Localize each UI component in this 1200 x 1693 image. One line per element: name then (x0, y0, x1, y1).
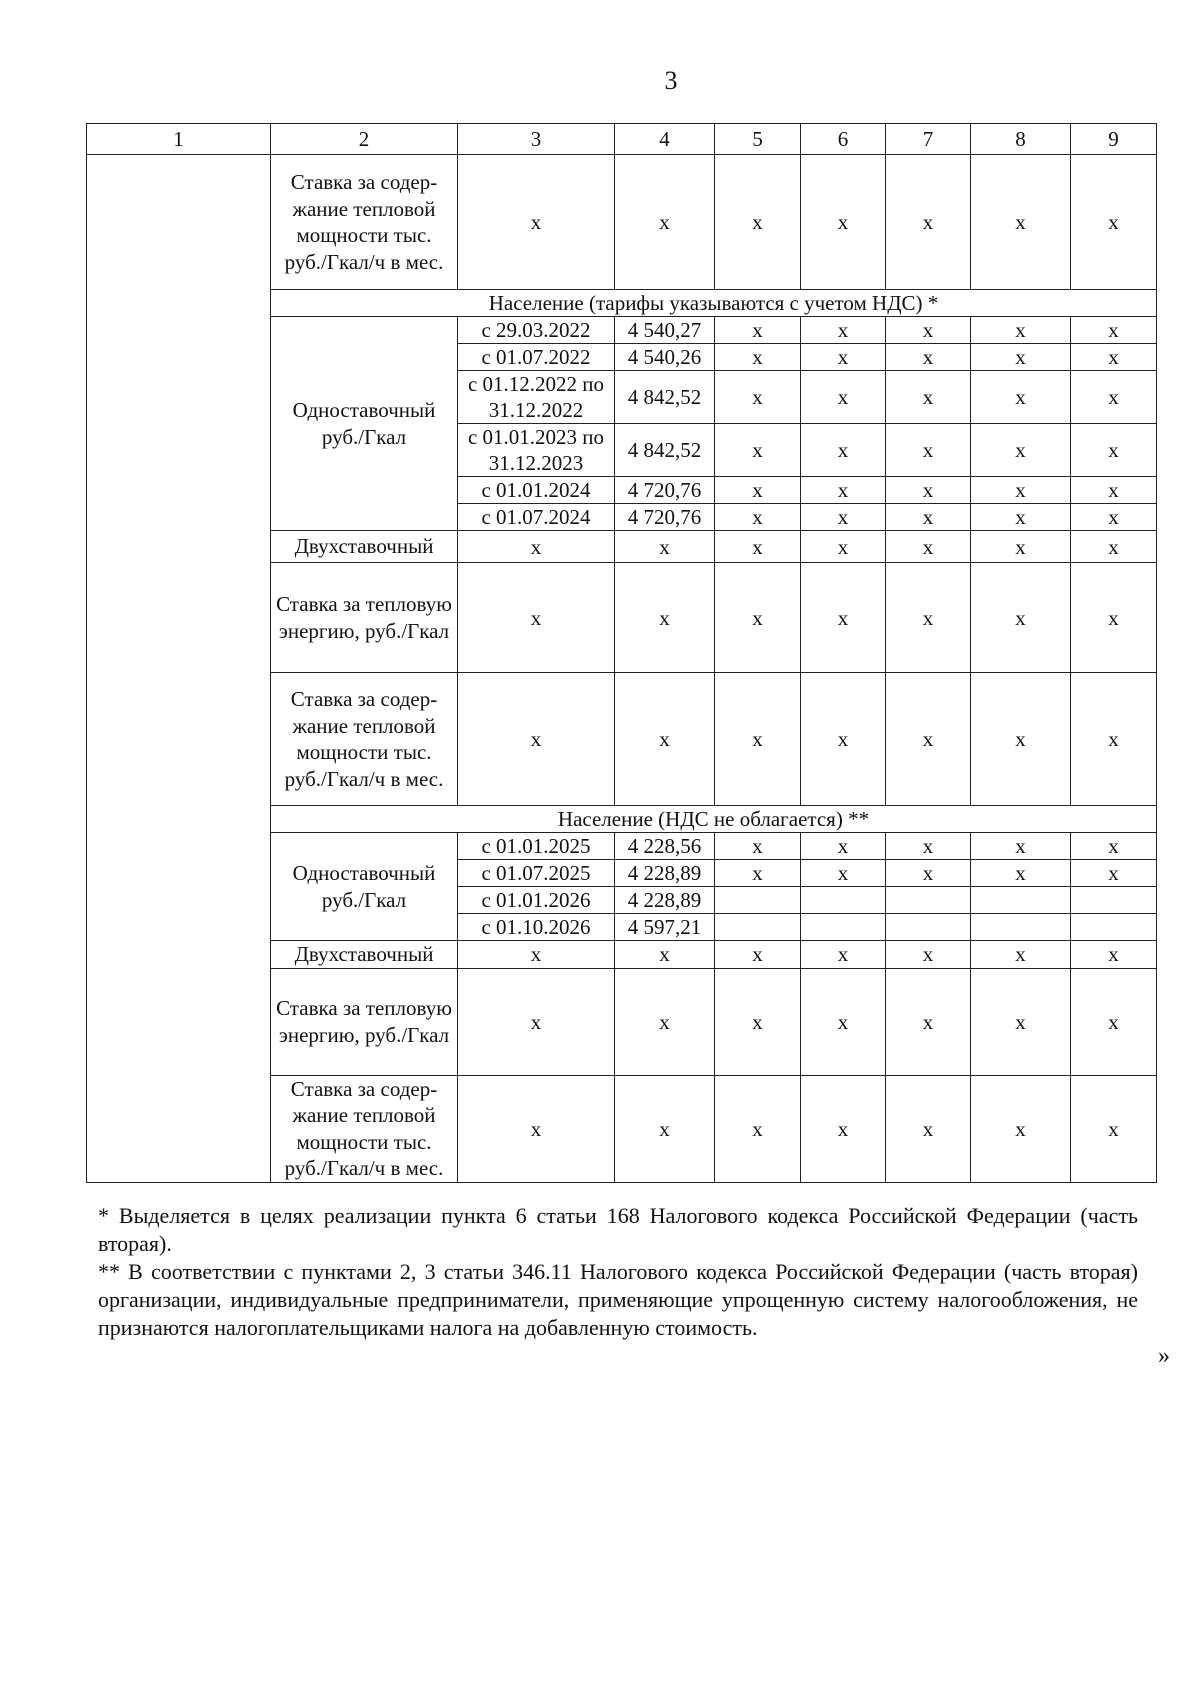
value-cell: 4 720,76 (615, 477, 715, 504)
x-cell: х (458, 1075, 615, 1182)
page-number: 3 (664, 66, 678, 95)
header-cell: 8 (971, 124, 1071, 155)
x-cell: х (801, 833, 886, 860)
empty-cell (801, 887, 886, 914)
x-cell: х (886, 504, 971, 531)
x-cell: х (886, 477, 971, 504)
x-cell: х (1071, 673, 1157, 806)
row-label: Ставка за содер-жание тепловой мощности тыс. руб./Гкал/ч в мес. (271, 1075, 458, 1182)
x-cell: х (971, 1075, 1071, 1182)
empty-cell (886, 887, 971, 914)
row-label: Двухставочный (271, 941, 458, 969)
tariff-table (86, 123, 1157, 1183)
row-label: Одноставочный руб./Гкал (271, 317, 458, 531)
period-cell: с 01.12.2022 по 31.12.2022 (458, 371, 615, 424)
header-cell: 4 (615, 124, 715, 155)
x-cell: х (971, 563, 1071, 673)
row-label: Двухставочный (271, 531, 458, 563)
x-cell: х (971, 344, 1071, 371)
x-cell: х (715, 424, 801, 477)
x-cell: х (1071, 1075, 1157, 1182)
x-cell: х (971, 860, 1071, 887)
value-cell: 4 842,52 (615, 371, 715, 424)
header-cell: 1 (87, 124, 271, 155)
row-label: Одноставочный руб./Гкал (271, 833, 458, 941)
x-cell: х (971, 968, 1071, 1075)
empty-cell (1071, 887, 1157, 914)
x-cell: х (886, 941, 971, 969)
x-cell: х (715, 317, 801, 344)
period-cell: с 01.07.2024 (458, 504, 615, 531)
x-cell: х (801, 941, 886, 969)
x-cell: х (1071, 563, 1157, 673)
x-cell: х (801, 860, 886, 887)
x-cell: х (1071, 833, 1157, 860)
x-cell: х (1071, 968, 1157, 1075)
x-cell: х (801, 504, 886, 531)
header-cell: 6 (801, 124, 886, 155)
x-cell: х (715, 833, 801, 860)
x-cell: х (886, 1075, 971, 1182)
empty-cell (1071, 914, 1157, 941)
value-cell: 4 720,76 (615, 504, 715, 531)
period-cell: с 01.07.2025 (458, 860, 615, 887)
footnotes (98, 1202, 1138, 1342)
x-cell: х (1071, 941, 1157, 969)
value-cell: 4 540,27 (615, 317, 715, 344)
x-cell: х (715, 344, 801, 371)
x-cell: х (458, 531, 615, 563)
x-cell: х (715, 477, 801, 504)
column-1-empty (87, 155, 271, 1183)
empty-cell (715, 914, 801, 941)
section-heading: Население (НДС не облагается) ** (271, 806, 1157, 833)
x-cell: х (971, 673, 1071, 806)
table-row (87, 155, 1157, 290)
x-cell: х (1071, 531, 1157, 563)
x-cell: х (1071, 477, 1157, 504)
period-cell: с 29.03.2022 (458, 317, 615, 344)
x-cell: х (715, 860, 801, 887)
x-cell: х (971, 504, 1071, 531)
x-cell: х (801, 673, 886, 806)
x-cell: х (886, 424, 971, 477)
x-cell: х (715, 673, 801, 806)
x-cell: х (1071, 860, 1157, 887)
x-cell: х (458, 563, 615, 673)
period-cell: с 01.07.2022 (458, 344, 615, 371)
x-cell: х (971, 424, 1071, 477)
period-cell: с 01.01.2026 (458, 887, 615, 914)
value-cell: 4 597,21 (615, 914, 715, 941)
period-cell: с 01.01.2025 (458, 833, 615, 860)
value-cell: 4 228,89 (615, 860, 715, 887)
x-cell: х (971, 531, 1071, 563)
section-heading: Население (тарифы указываются с учетом НДС) * (271, 290, 1157, 317)
header-cell: 3 (458, 124, 615, 155)
x-cell: х (615, 563, 715, 673)
value-cell: 4 842,52 (615, 424, 715, 477)
row-label: Ставка за содер-жание тепловой мощности тыс. руб./Гкал/ч в мес. (271, 673, 458, 806)
x-cell: х (801, 424, 886, 477)
empty-cell (971, 887, 1071, 914)
row-label: Ставка за содер-жание тепловой мощности тыс. руб./Гкал/ч в мес. (271, 155, 458, 290)
x-cell: х (886, 531, 971, 563)
x-cell: х (715, 941, 801, 969)
x-cell: х (715, 1075, 801, 1182)
x-cell: х (801, 968, 886, 1075)
x-cell: х (458, 968, 615, 1075)
period-cell: с 01.10.2026 (458, 914, 615, 941)
x-cell: х (615, 968, 715, 1075)
x-cell: х (801, 317, 886, 344)
header-cell: 9 (1071, 124, 1157, 155)
x-cell: х (1071, 317, 1157, 344)
x-cell: х (1071, 504, 1157, 531)
row-label: Ставка за тепловую энергию, руб./Гкал (271, 563, 458, 673)
x-cell: х (801, 1075, 886, 1182)
value-cell: 4 228,56 (615, 833, 715, 860)
x-cell: х (886, 317, 971, 344)
x-cell: х (715, 531, 801, 563)
x-cell: х (886, 968, 971, 1075)
x-cell: х (715, 371, 801, 424)
x-cell: х (971, 941, 1071, 969)
x-cell: х (801, 531, 886, 563)
header-row (87, 124, 1157, 155)
x-cell: х (715, 563, 801, 673)
empty-cell (715, 887, 801, 914)
x-cell: х (886, 155, 971, 290)
empty-cell (801, 914, 886, 941)
x-cell: х (886, 563, 971, 673)
x-cell: х (971, 317, 1071, 344)
closing-quote-mark: » (1158, 1343, 1170, 1369)
x-cell: х (886, 344, 971, 371)
x-cell: х (1071, 155, 1157, 290)
footnote-1: * Выделяется в целях реализации пункта 6 статьи 168 Налогового кодекса Российской Федерации (часть вторая). (98, 1203, 1138, 1256)
x-cell: х (458, 155, 615, 290)
x-cell: х (971, 155, 1071, 290)
header-cell: 2 (271, 124, 458, 155)
period-cell: с 01.01.2023 по 31.12.2023 (458, 424, 615, 477)
x-cell: х (971, 833, 1071, 860)
x-cell: х (615, 531, 715, 563)
x-cell: х (801, 371, 886, 424)
empty-cell (971, 914, 1071, 941)
x-cell: х (715, 504, 801, 531)
empty-cell (886, 914, 971, 941)
x-cell: х (615, 673, 715, 806)
x-cell: х (715, 968, 801, 1075)
x-cell: х (886, 833, 971, 860)
x-cell: х (1071, 344, 1157, 371)
x-cell: х (458, 941, 615, 969)
x-cell: х (801, 477, 886, 504)
x-cell: х (615, 155, 715, 290)
x-cell: х (801, 155, 886, 290)
x-cell: х (1071, 371, 1157, 424)
period-cell: с 01.01.2024 (458, 477, 615, 504)
row-label: Ставка за тепловую энергию, руб./Гкал (271, 968, 458, 1075)
footnote-2: ** В соответствии с пунктами 2, 3 статьи 346.11 Налогового кодекса Российской Федерации (часть вторая) организации, индивидуальные предприниматели, применяющие упрощенную систему налогообложения, не признаются налогоплательщиками налога на добавленную стоимость. (98, 1259, 1138, 1340)
header-cell: 7 (886, 124, 971, 155)
x-cell: х (458, 673, 615, 806)
x-cell: х (715, 155, 801, 290)
x-cell: х (886, 860, 971, 887)
x-cell: х (801, 344, 886, 371)
x-cell: х (971, 371, 1071, 424)
x-cell: х (886, 673, 971, 806)
header-cell: 5 (715, 124, 801, 155)
x-cell: х (615, 1075, 715, 1182)
x-cell: х (971, 477, 1071, 504)
x-cell: х (615, 941, 715, 969)
value-cell: 4 228,89 (615, 887, 715, 914)
x-cell: х (886, 371, 971, 424)
x-cell: х (1071, 424, 1157, 477)
value-cell: 4 540,26 (615, 344, 715, 371)
x-cell: х (801, 563, 886, 673)
